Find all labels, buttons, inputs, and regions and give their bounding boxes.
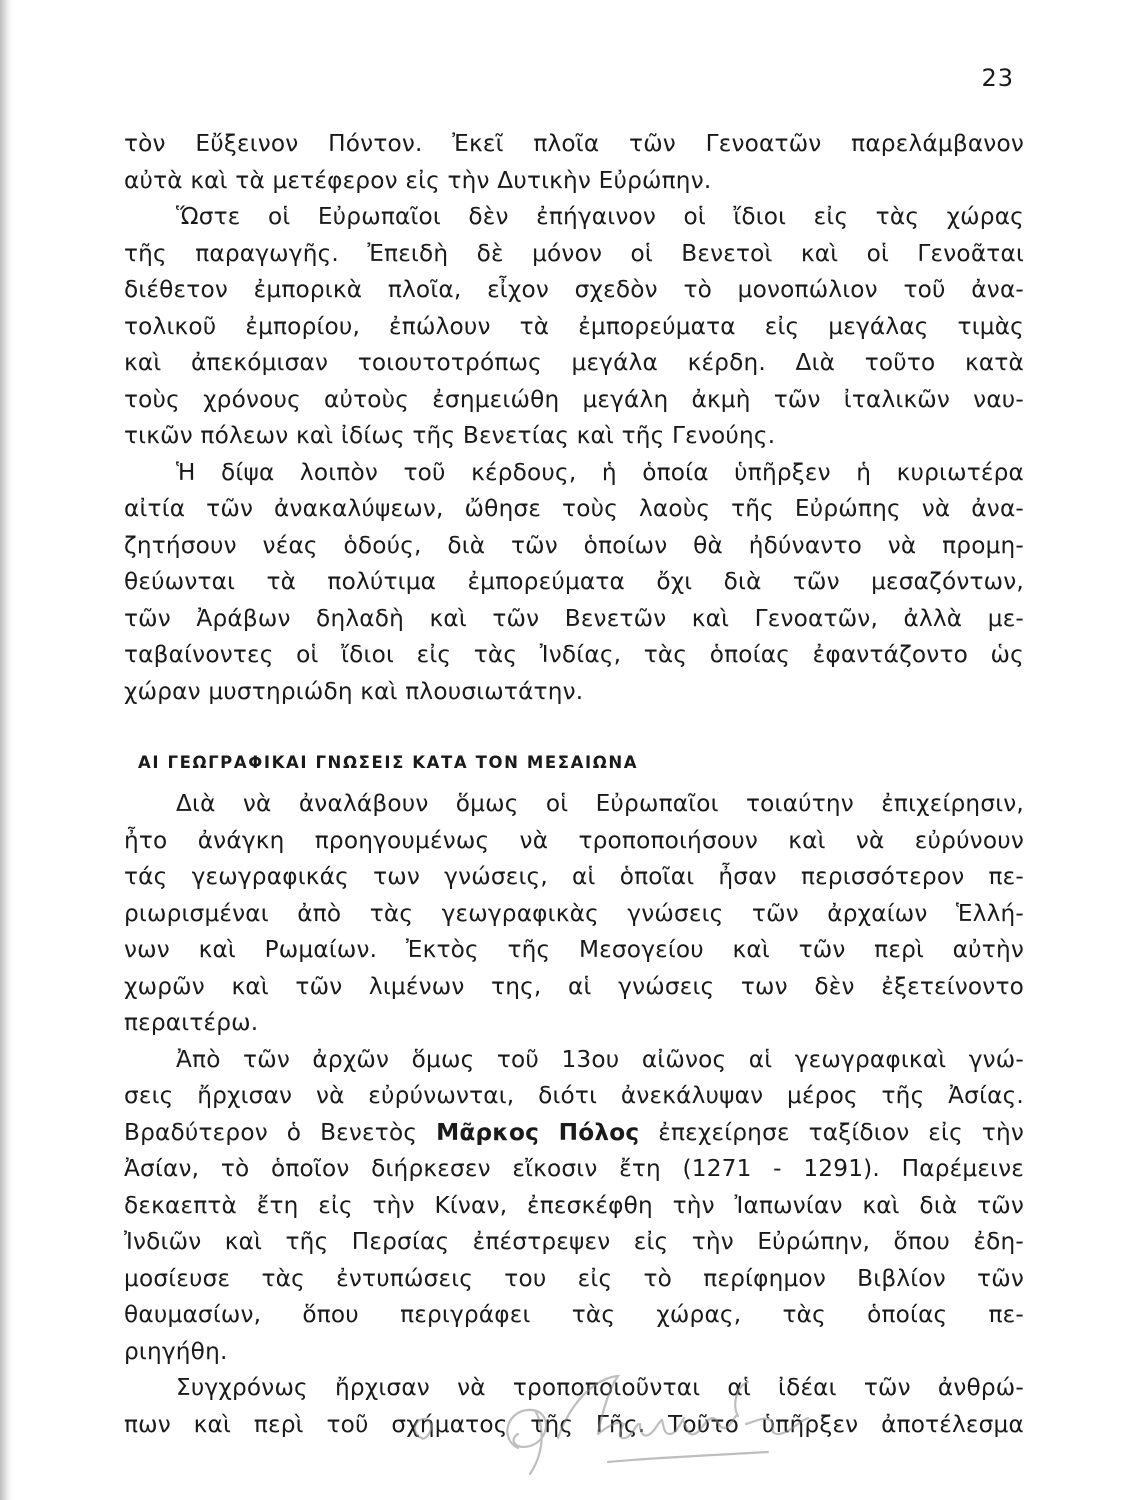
text-segment: ἐπεχείρησε ταξίδιον εἰς τὴν xyxy=(658,1118,1025,1146)
page-body xyxy=(124,126,1024,1443)
paragraph-5 xyxy=(124,1042,1024,1371)
text-line: Συγχρόνως ἤρχισαν νὰ τροποποιοῦνται αἱ ἰδέαι τῶν ἀνθρώ- xyxy=(176,1374,1024,1401)
text-line: ριηγήθη. xyxy=(124,1337,228,1365)
paragraph-1 xyxy=(124,126,1024,199)
text-line-with-name xyxy=(124,1115,1024,1152)
text-line: Ἀπὸ τῶν ἀρχῶν ὅμως τοῦ 13ου αἰῶνος αἱ γεωγραφικαὶ γνώ- xyxy=(176,1045,1024,1073)
page-number: 23 xyxy=(981,64,1014,92)
text-line: Ἀσίαν, τὸ ὁποῖον διήρκεσεν εἴκοσιν ἔτη (1271 - 1291). Παρέμεινε xyxy=(124,1155,1024,1182)
text-line: πων καὶ περὶ τοῦ σχήματος τῆς Γῆς. Τοῦτο ὑπῆρξεν ἀποτέλεσμα xyxy=(124,1410,1024,1438)
text-line: ταβαίνοντες οἱ ἴδιοι εἰς τὰς Ἰνδίας, τὰς ὁποίας ἐφαντάζοντο ὡς xyxy=(124,641,1024,668)
text-line: Ἰνδιῶν καὶ τῆς Περσίας ἐπέστρεψεν εἰς τὴν Εὐρώπην, ὅπου ἐδη- xyxy=(124,1228,1024,1255)
text-line: διέθετον ἐμπορικὰ πλοῖα, εἶχον σχεδὸν τὸ μονοπώλιον τοῦ ἀνα- xyxy=(124,276,1024,303)
section-heading: ΑΙ ΓΕΩΓΡΑΦΙΚΑΙ ΓΝΩΣΕΙΣ ΚΑΤΑ ΤΟΝ ΜΕΣΑΙΩΝΑ xyxy=(138,753,639,772)
text-line: Ἡ δίψα λοιπὸν τοῦ κέρδους, ἡ ὁποία ὑπῆρξεν ἡ κυριωτέρα xyxy=(176,458,1024,486)
handwritten-signature-mark xyxy=(408,1368,828,1478)
text-line: τὸν Εὔξεινον Πόντον. Ἐκεῖ πλοῖα τῶν Γενοατῶν παρελάμβανον xyxy=(124,130,1024,157)
text-line: ἦτο ἀνάγκη προηγουμένως νὰ τροποποιήσουν καὶ νὰ εὐρύνουν xyxy=(124,826,1024,854)
text-line: μοσίευσε τὰς ἐντυπώσεις του εἰς τὸ περίφημον Βιβλίον τῶν xyxy=(124,1264,1024,1292)
text-line: τῶν Ἀράβων δηλαδὴ καὶ τῶν Βενετῶν καὶ Γενοατῶν, ἀλλὰ με- xyxy=(124,604,1024,632)
text-line: Ὥστε οἱ Εὐρωπαῖοι δὲν ἐπήγαινον οἱ ἴδιοι εἰς τὰς χώρας xyxy=(176,203,1024,230)
paragraph-2 xyxy=(124,199,1024,455)
text-line: χώραν μυστηριώδη καὶ πλουσιωτάτην. xyxy=(124,677,584,705)
signature-text: Σπινάδας xyxy=(408,1368,413,1369)
text-line: Διὰ νὰ ἀναλάβουν ὅμως οἱ Εὐρωπαῖοι τοιαύτην ἐπιχείρησιν, xyxy=(176,790,1024,817)
text-line: ζητήσουν νέας ὁδούς, διὰ τῶν ὁποίων θὰ ἠδύναντο νὰ προμη- xyxy=(124,531,1024,559)
text-line: θεύωνται τὰ πολύτιμα ἐμπορεύματα ὄχι διὰ τῶν μεσαζόντων, xyxy=(124,568,1024,595)
text-segment: Βραδύτερον ὁ Βενετὸς xyxy=(124,1118,418,1146)
text-line: τολικοῦ ἐμπορίου, ἐπώλουν τὰ ἐμπορεύματα εἰς μεγάλας τιμὰς xyxy=(124,312,1024,340)
paragraph-4 xyxy=(124,786,1024,1042)
page-edge-shadow xyxy=(0,0,12,1500)
text-line: αἰτία τῶν ἀνακαλύψεων, ὤθησε τοὺς λαοὺς τῆς Εὐρώπης νὰ ἀνα- xyxy=(124,495,1024,522)
paragraph-3 xyxy=(124,455,1024,711)
text-line: θαυμασίων, ὅπου περιγράφει τὰς χώρας, τὰς ὁποίας πε- xyxy=(124,1301,1024,1328)
text-line: τοὺς χρόνους αὐτοὺς ἐσημειώθη μεγάλη ἀκμὴ τῶν ἰταλικῶν ναυ- xyxy=(124,385,1024,413)
text-line: τάς γεωγραφικάς των γνώσεις, αἱ ὁποῖαι ἦσαν περισσότερον πε- xyxy=(124,863,1024,890)
text-line: νων καὶ Ρωμαίων. Ἐκτὸς τῆς Μεσογείου καὶ τῶν περὶ αὐτὴν xyxy=(124,936,1024,963)
text-line: τῆς παραγωγῆς. Ἐπειδὴ δὲ μόνον οἱ Βενετοὶ καὶ οἱ Γενοᾶται xyxy=(124,239,1024,267)
text-line: σεις ἤρχισαν νὰ εὐρύνωνται, διότι ἀνεκάλυψαν μέρος τῆς Ἀσίας. xyxy=(124,1082,1024,1109)
text-line: καὶ ἀπεκόμισαν τοιουτοτρόπως μεγάλα κέρδη. Διὰ τοῦτο κατὰ xyxy=(124,349,1024,376)
text-line: τικῶν πόλεων καὶ ἰδίως τῆς Βενετίας καὶ τῆς Γενούης. xyxy=(124,422,776,449)
text-line: χωρῶν καὶ τῶν λιμένων της, αἱ γνώσεις των δὲν ἐξετείνοντο xyxy=(124,972,1024,1000)
text-line: αὐτὰ καὶ τὰ μετέφερον εἰς τὴν Δυτικὴν Εὐρώπην. xyxy=(124,166,712,194)
text-line: δεκαεπτὰ ἔτη εἰς τὴν Κίναν, ἐπεσκέφθη τὴν Ἰαπωνίαν καὶ διὰ τῶν xyxy=(124,1191,1024,1219)
text-line: ριωρισμέναι ἀπὸ τὰς γεωγραφικὰς γνώσεις τῶν ἀρχαίων Ἑλλή- xyxy=(124,899,1024,927)
bold-name-marco-polo: Μᾶρκος Πόλος xyxy=(436,1118,640,1146)
text-line: περαιτέρω. xyxy=(124,1009,259,1036)
